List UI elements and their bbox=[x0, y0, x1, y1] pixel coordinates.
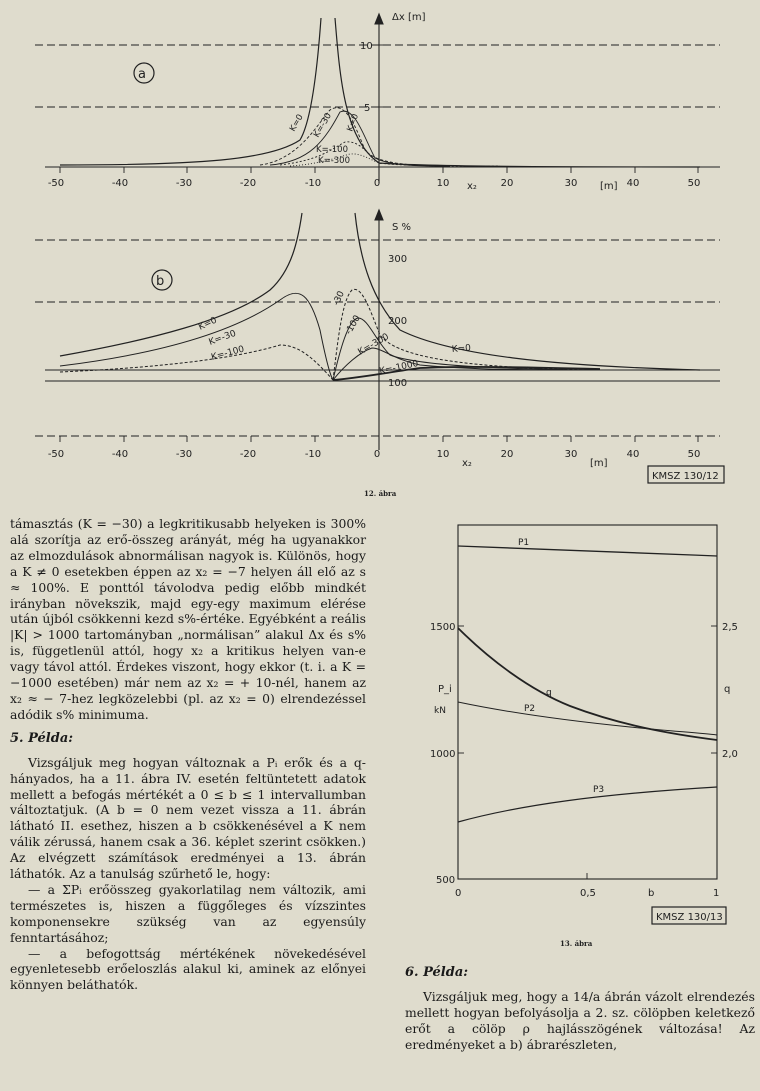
panel-a-curve-label: K=0 bbox=[287, 112, 306, 134]
panel-b-curve-label: K=-1000 bbox=[378, 358, 420, 377]
panel-b-xtick: -30 bbox=[175, 449, 193, 460]
panel-b-curve-label: K=-30 bbox=[207, 328, 238, 348]
paragraph: Vizsgáljuk meg hogyan változnak a Pᵢ erők és a q-hányados, ha a 11. ábra IV. esetén feltüntetett adatok mellett a befogás mértékét a 0 ≤ b ≤ 1 intervallumban változtatjuk. (A b = 0 nem vezet vissza a 11. ábrán látható II. esethez, hiszen a b csökkenésével a K nem válik zérussá, hanem csak a 36. képlet szerint csökken.) Az elvégzett számítások eredményei a 13. ábrán láthatók. Az a tanulság szűrhető le, hogy: bbox=[10, 754, 366, 882]
panel-b-xtick: 20 bbox=[500, 449, 514, 460]
figure13-xtick: 1 bbox=[713, 888, 720, 899]
panel-a-xtick: -50 bbox=[47, 178, 65, 189]
example-heading: 5. Példa: bbox=[10, 730, 74, 746]
panel-a-xtick: 0 bbox=[373, 178, 381, 189]
figure13-ytick-right: 2,0 bbox=[722, 749, 738, 760]
left-text-column bbox=[10, 516, 366, 993]
panel-a-xtick: 50 bbox=[687, 178, 701, 189]
panel-a-ylabel: Δx [m] bbox=[392, 12, 426, 23]
panel-a-curve-label: K=0 bbox=[345, 112, 362, 134]
panel-b-xtick: 0 bbox=[373, 449, 381, 460]
panel-a-curve-label: K=-300 bbox=[318, 156, 350, 166]
figure13-curve-label: P3 bbox=[593, 785, 605, 795]
panel-b-curve-label: -30 bbox=[331, 289, 347, 308]
panel-b-ylabel: S % bbox=[392, 222, 412, 233]
paragraph: — a ΣPᵢ erőösszeg gyakorlatilag nem változik, ami természetes is, hiszen a függőleges és vízszintes komponensekre szükség van az egyensúly fenntartásához; bbox=[10, 881, 366, 945]
figure13-yright-label: q bbox=[724, 684, 731, 695]
panel-b-xtick: 50 bbox=[687, 449, 701, 460]
figure12-code: KMSZ 130/12 bbox=[652, 471, 719, 482]
figure13-ytick-left: 1500 bbox=[430, 622, 456, 633]
panel-b-xtick: -50 bbox=[47, 449, 65, 460]
figure13-ytick-left: 500 bbox=[436, 875, 456, 886]
figure13-ytick-right: 2,5 bbox=[722, 622, 738, 633]
figure13-yleft-label: P_i bbox=[438, 684, 452, 695]
figure12-panel-a bbox=[35, 14, 720, 183]
panel-b-xtick: 10 bbox=[436, 449, 450, 460]
panel-a-xunit: [m] bbox=[600, 181, 618, 192]
figure13-xtick: 0 bbox=[455, 888, 462, 899]
panel-a-xtick: 40 bbox=[626, 178, 640, 189]
panel-a-xtick: 10 bbox=[436, 178, 450, 189]
panel-a-label: a bbox=[138, 67, 146, 82]
panel-b-curve-label: K=-100 bbox=[210, 344, 246, 363]
figure13-caption: 13. ábra bbox=[560, 939, 593, 948]
figure13-code: KMSZ 130/13 bbox=[656, 912, 723, 923]
panel-b-ytick: 300 bbox=[388, 254, 408, 265]
panel-a-xtick: -30 bbox=[175, 178, 193, 189]
figure13-curve-label: P1 bbox=[518, 538, 530, 548]
paragraph: támasztás (K = −30) a legkritikusabb helyeken is 300% alá szorítja az erő-összeg arányát, még ha ugyanakkor az elmozdulások abnormálisan nagyok is. Különös, hogy a K ≠ 0 esetekben éppen az x₂ = −7 helyen áll elő az s ≈ 100%. E ponttól távolodva pedig előbb mindkét irányban növekszik, majd egy-egy maximum elérése után újból csökkenni kezd s%-értéke. Egyébként a reális |K| > 1000 tartományban „normálisan” alakul Δx és s% is, függetlenül attól, hogy x₂ a kritikus helyen van-e vagy távol attól. Érdekes viszont, hogy ekkor (t. i. a K = −1000 esetében) már nem az x₂ = + 10-nél, hanem az x₂ ≈ − 7-hez legközelebbi (pl. az x₂ = 0) elrendezéssel adódik s% minimuma. bbox=[10, 516, 366, 722]
paragraph: Vizsgáljuk meg, hogy a 14/a ábrán vázolt elrendezés mellett hogyan befolyásolja a 2. sz. cölöpben keletkező erőt a cölöp ρ hajlásszögének változása! Az eredményeket a b) ábrarészleten, bbox=[405, 988, 755, 1052]
figure12-caption: 12. ábra bbox=[364, 489, 397, 498]
panel-b-xunit: [m] bbox=[590, 458, 608, 469]
figure13-curve-label: P2 bbox=[524, 704, 536, 714]
panel-b-curve-label: K=0 bbox=[451, 343, 472, 355]
panel-a-ytick: 10 bbox=[360, 41, 373, 52]
panel-b-xtick: 30 bbox=[564, 449, 578, 460]
panel-a-xtick: 20 bbox=[500, 178, 514, 189]
panel-a-ytick: 5 bbox=[364, 103, 371, 114]
example-heading: 6. Példa: bbox=[405, 965, 469, 980]
panel-a-xtick: -40 bbox=[111, 178, 129, 189]
panel-b-xtick: -20 bbox=[239, 449, 257, 460]
figure13-chart bbox=[458, 525, 726, 924]
right-text-column bbox=[405, 965, 755, 1053]
figure13-xtick: b bbox=[648, 888, 655, 899]
panel-a-curve-label: K=-100 bbox=[316, 145, 348, 155]
paragraph: — a befogottság mértékének növekedésével egyenletesebb erőeloszlás alakul ki, aminek az előnyei könnyen beláthatók. bbox=[10, 945, 366, 993]
panel-a-xtick: 30 bbox=[564, 178, 578, 189]
panel-a-curve-label: K=-30 bbox=[311, 111, 334, 140]
panel-b-curve-label: -100 bbox=[343, 313, 363, 337]
figure13-yleft-unit: kN bbox=[434, 706, 446, 716]
panel-b-curve-label: K=-300 bbox=[356, 332, 391, 358]
panel-a-xlabel: x₂ bbox=[467, 181, 477, 192]
panel-b-ytick: 200 bbox=[388, 316, 408, 327]
figure13-ytick-left: 1000 bbox=[430, 749, 456, 760]
panel-b-xtick: 40 bbox=[626, 449, 640, 460]
panel-a-xtick: -20 bbox=[239, 178, 257, 189]
panel-b-label: b bbox=[156, 274, 165, 289]
panel-b-xtick: -10 bbox=[304, 449, 322, 460]
panel-b-curve-label: K=0 bbox=[197, 315, 219, 333]
panel-b-ytick: 100 bbox=[388, 378, 408, 389]
panel-b-xtick: -40 bbox=[111, 449, 129, 460]
figure13-xtick: 0,5 bbox=[580, 888, 596, 899]
panel-b-xlabel: x₂ bbox=[462, 458, 472, 469]
figure13-frame bbox=[458, 525, 717, 879]
panel-a-xtick: -10 bbox=[304, 178, 322, 189]
figure13-curve-label: q bbox=[546, 688, 552, 698]
